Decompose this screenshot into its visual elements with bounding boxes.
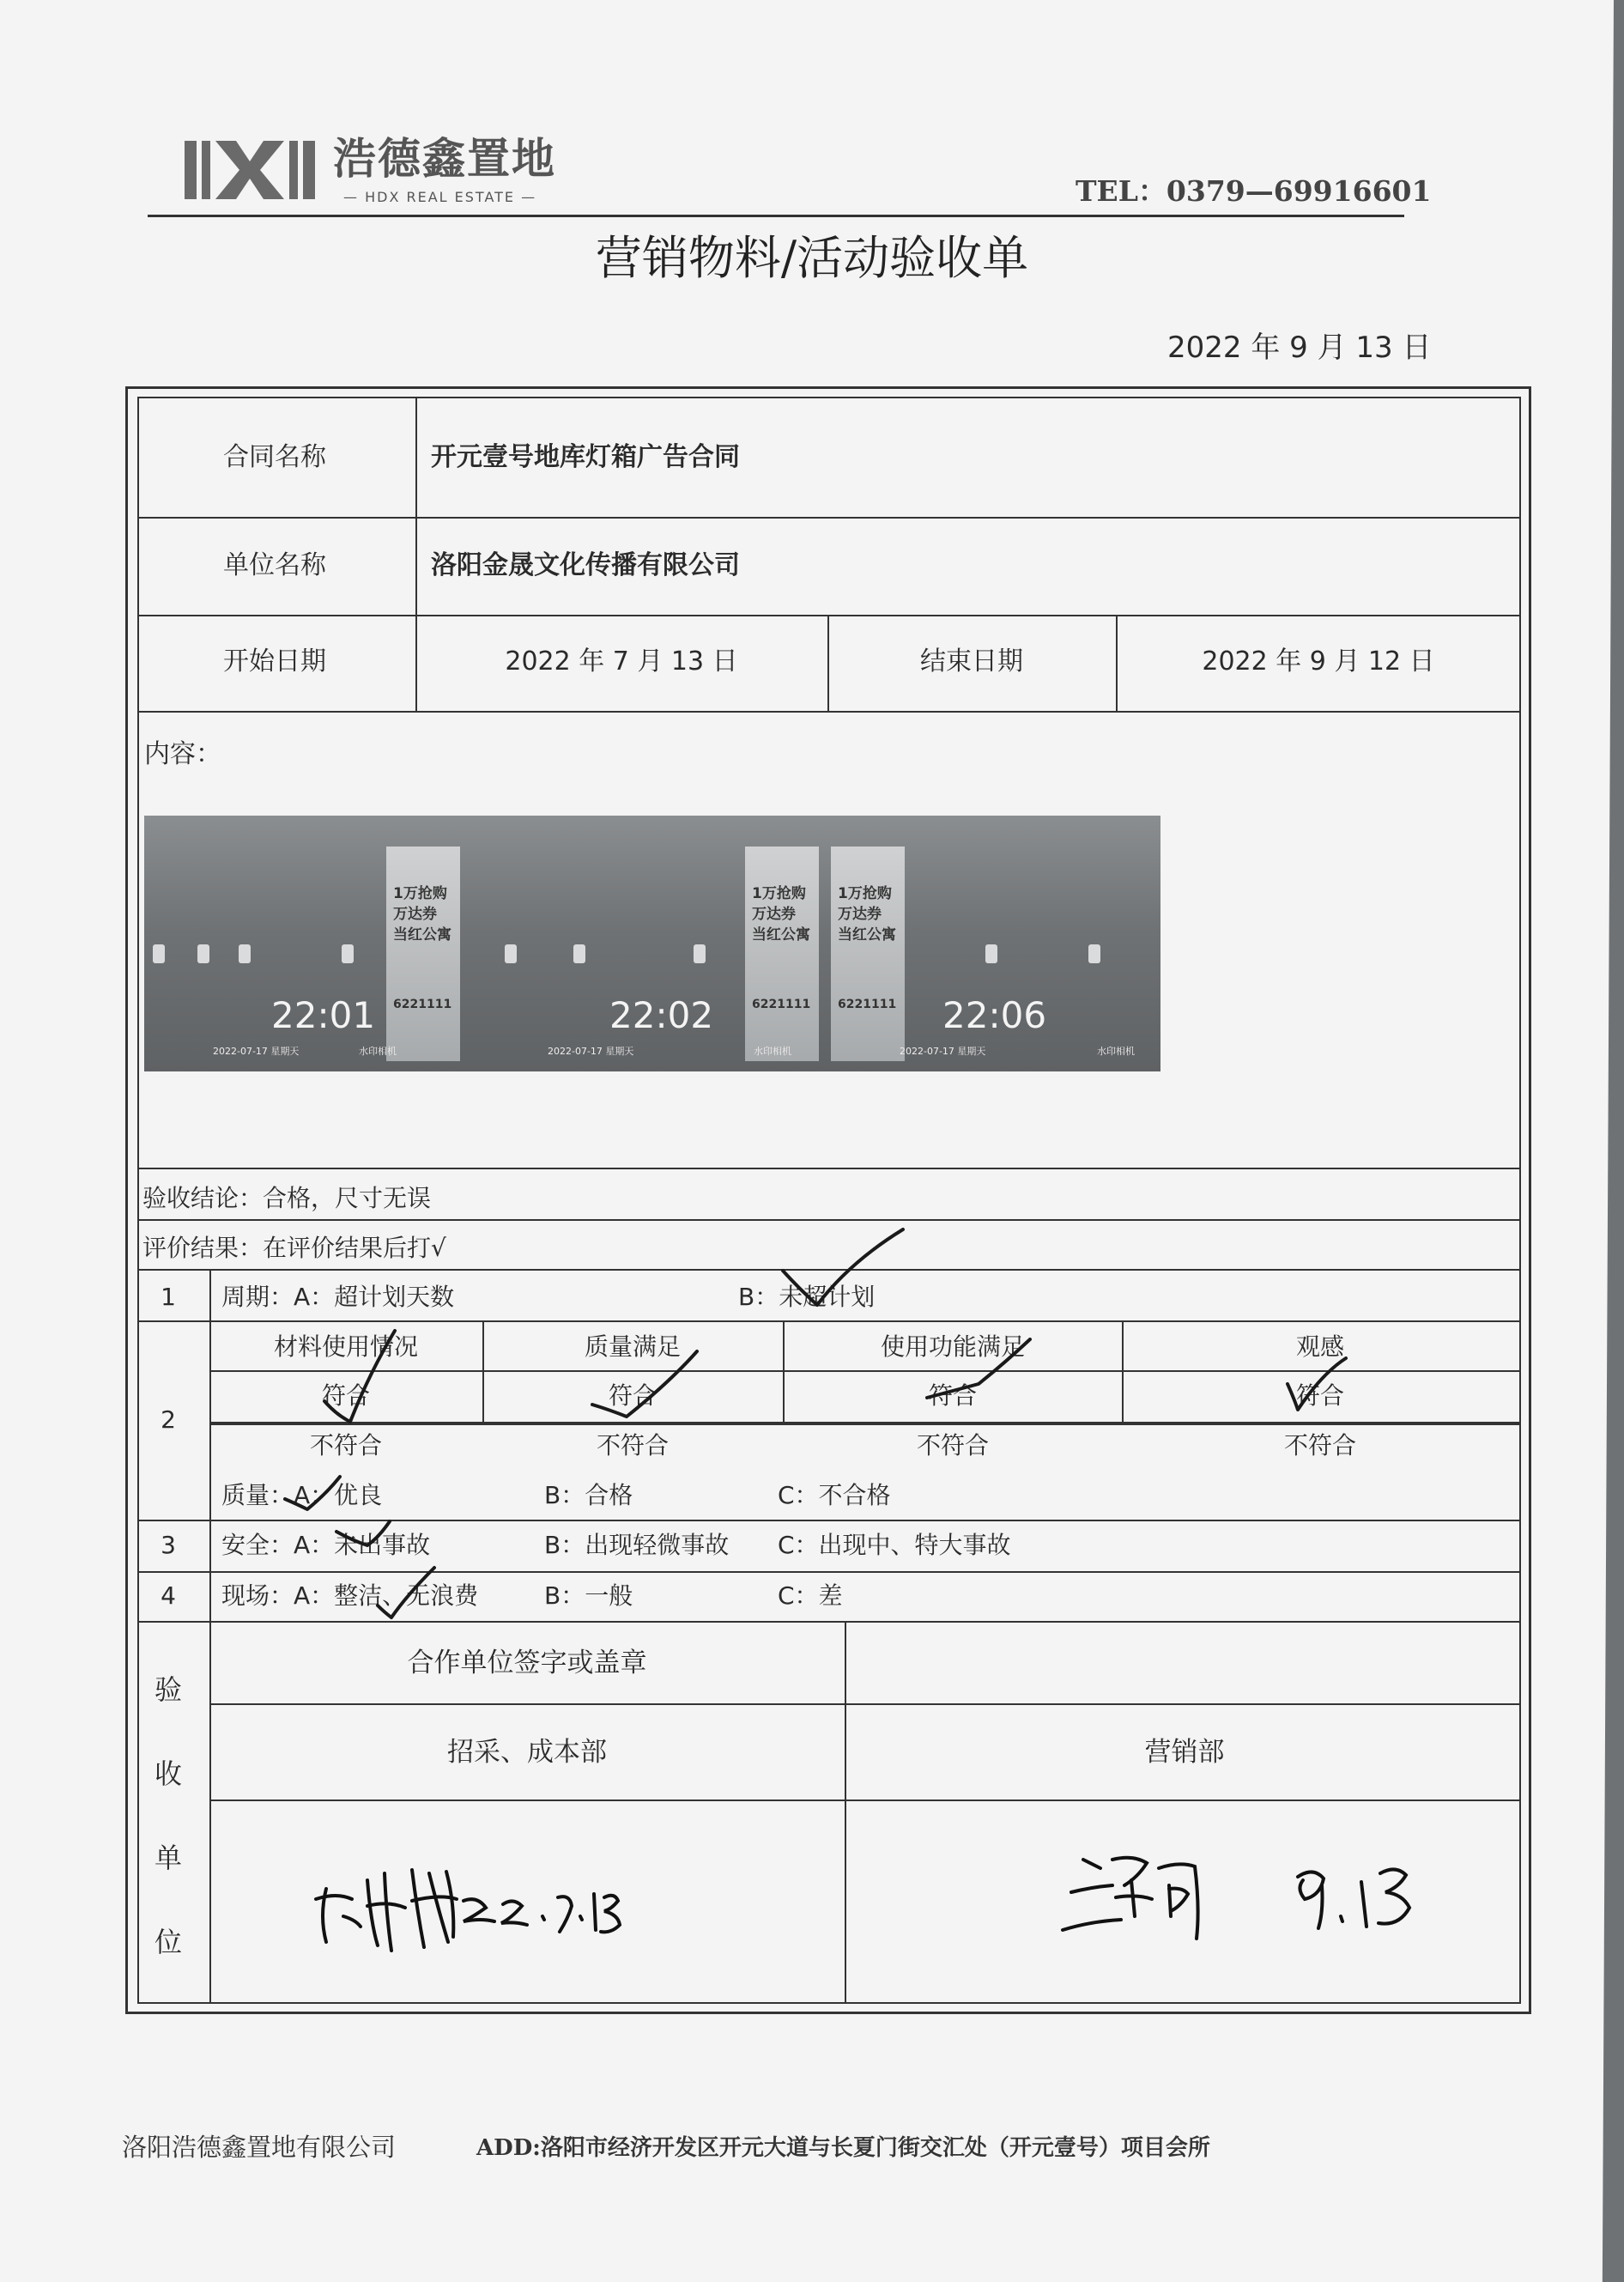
criteria-header: 观感 xyxy=(1295,1332,1345,1361)
conform-option: 符合 xyxy=(321,1381,371,1410)
nonconform-option: 不符合 xyxy=(1283,1431,1357,1460)
logo-subtitle: — HDX REAL ESTATE — xyxy=(343,189,537,205)
logo-name: 浩德鑫置地 xyxy=(333,134,556,184)
quality-option-c: C：不合格 xyxy=(778,1481,891,1509)
safety-option-b: B：出现轻微事故 xyxy=(544,1531,730,1559)
start-date-label: 开始日期 xyxy=(223,646,326,677)
nonconform-option: 不符合 xyxy=(596,1431,670,1460)
quality-option-b: B：合格 xyxy=(544,1481,633,1509)
end-date-value: 2022 年 9 月 12 日 xyxy=(1202,646,1435,677)
safety-option-a: 安全：A：未出事故 xyxy=(221,1531,431,1559)
hdx-logo-icon xyxy=(185,137,315,203)
site-option-c: C：差 xyxy=(778,1581,843,1610)
start-date-value: 2022 年 7 月 13 日 xyxy=(505,646,738,677)
row-number: 2 xyxy=(161,1405,176,1434)
site-option-a: 现场：A：整洁、无浪费 xyxy=(221,1581,479,1610)
photo-timestamp: 2022-07-17 星期天 xyxy=(900,1046,986,1057)
lightbox-photo xyxy=(144,816,1160,1071)
site-option-b: B：一般 xyxy=(544,1581,633,1610)
cycle-option-a: 周期：A：超计划天数 xyxy=(221,1283,455,1311)
contract-name-label: 合同名称 xyxy=(223,442,326,472)
photo-clock: 22:02 xyxy=(609,994,714,1036)
footer-company: 洛阳浩德鑫置地有限公司 xyxy=(122,2133,397,2162)
header-divider xyxy=(148,215,1404,217)
conform-option: 符合 xyxy=(1295,1381,1345,1410)
procurement-dept-label: 招采、成本部 xyxy=(447,1737,607,1768)
acceptance-conclusion: 验收结论：合格，尺寸无误 xyxy=(142,1184,432,1212)
criteria-header: 使用功能满足 xyxy=(880,1332,1026,1361)
content-label: 内容： xyxy=(144,739,221,769)
photo-watermark: 水印相机 xyxy=(1097,1046,1135,1057)
document-date: 2022 年 9 月 13 日 xyxy=(1167,331,1432,365)
side-label-char: 验 xyxy=(154,1673,183,1706)
nonconform-option: 不符合 xyxy=(916,1431,990,1460)
unit-name-label: 单位名称 xyxy=(223,550,326,580)
photo-clock: 22:01 xyxy=(271,994,376,1036)
row-number: 1 xyxy=(161,1283,176,1311)
cycle-option-b: B：未超计划 xyxy=(738,1283,876,1311)
nonconform-option: 不符合 xyxy=(309,1431,383,1460)
side-label-char: 收 xyxy=(154,1757,183,1790)
contract-name-value: 开元壹号地库灯箱广告合同 xyxy=(431,442,740,472)
footer-address: ADD:洛阳市经济开发区开元大道与长夏门街交汇处（开元壹号）项目会所 xyxy=(476,2135,1210,2161)
lightbox-sign: 1万抢购 万达券 当红公寓 6221111 xyxy=(386,847,460,1061)
lightbox-sign: 1万抢购 万达券 当红公寓 6221111 xyxy=(831,847,905,1061)
conform-option: 符合 xyxy=(608,1381,657,1410)
page-title: 营销物料/活动验收单 xyxy=(595,231,1029,285)
end-date-label: 结束日期 xyxy=(920,646,1023,677)
row-number: 4 xyxy=(161,1581,176,1610)
lightbox-sign: 1万抢购 万达券 当红公寓 6221111 xyxy=(745,847,819,1061)
marketing-dept-label: 营销部 xyxy=(1144,1737,1225,1768)
row-number: 3 xyxy=(161,1531,176,1559)
photo-watermark: 水印相机 xyxy=(754,1046,791,1057)
photo-watermark: 水印相机 xyxy=(359,1046,397,1057)
criteria-header: 材料使用情况 xyxy=(273,1332,419,1361)
telephone: TEL：0379—69916601 xyxy=(1076,174,1432,208)
photo-timestamp: 2022-07-17 星期天 xyxy=(548,1046,634,1057)
conform-option: 符合 xyxy=(928,1381,978,1410)
quality-option-a: 质量：A：优良 xyxy=(221,1481,383,1509)
safety-option-c: C：出现中、特大事故 xyxy=(778,1531,1011,1559)
criteria-header: 质量满足 xyxy=(584,1332,682,1361)
side-label-char: 单 xyxy=(154,1842,183,1874)
unit-name-value: 洛阳金晟文化传播有限公司 xyxy=(431,550,740,580)
side-label-char: 位 xyxy=(154,1926,183,1958)
evaluation-instruction: 评价结果：在评价结果后打√ xyxy=(142,1234,446,1262)
photo-clock: 22:06 xyxy=(942,994,1047,1036)
photo-timestamp: 2022-07-17 星期天 xyxy=(213,1046,300,1057)
coop-unit-sign-label: 合作单位签字或盖章 xyxy=(407,1648,647,1678)
